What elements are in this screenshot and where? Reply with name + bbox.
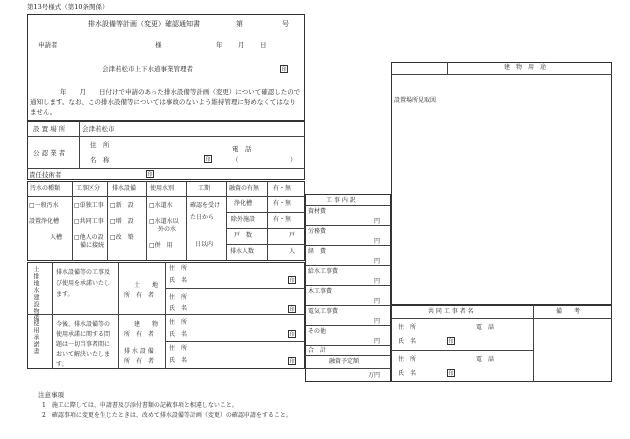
land-seal: 印 <box>289 278 295 284</box>
cost-materials-unit: 円 <box>374 218 381 225</box>
issuer-seal: 印 <box>281 67 287 73</box>
value-exclusion: 有・無 <box>273 216 292 223</box>
phone-paren-close: ） <box>290 156 297 164</box>
building-seal: 印 <box>289 307 295 313</box>
cost-electric: 電気工事費 <box>308 308 339 315</box>
value-households: 戸 <box>289 232 296 239</box>
user-name-label: 氏 名 <box>169 357 188 364</box>
land-address-label: 住 所 <box>169 265 188 272</box>
date-year: 年 <box>216 41 223 49</box>
notice-body-1: 年 月 日付けで申請のあった排水設備等計画（変更）について確認したので <box>60 88 301 96</box>
building-name-label: 氏 名 <box>169 305 188 312</box>
drain-owner-1: 排 水 設 備 <box>124 348 154 355</box>
cost-electric-unit: 円 <box>374 318 381 325</box>
notice-body-2: 通知します。なお、この排水設備等については事故のないよう維持管理に努めなくてはなり <box>30 98 296 106</box>
work-connect-2: 備に接続 <box>80 242 105 249</box>
user-text-5: す。 <box>56 361 68 368</box>
water-other-1: □水道水以 <box>149 218 179 225</box>
joint-header: 共 同 工 事 者 名 <box>428 308 474 315</box>
building-address-label: 住 所 <box>169 294 188 301</box>
cost-expenses: 経 費 <box>308 248 327 255</box>
building-owner-1: 建 物 <box>134 321 159 328</box>
cost-header: 工 事 内 訳 <box>326 197 356 204</box>
joint1-phone-label: 電 話 <box>476 324 495 331</box>
joint1-name-label: 氏 名 <box>398 338 417 345</box>
water-combined: □併 用 <box>149 242 173 249</box>
contractor-address-label: 住 所 <box>90 141 110 149</box>
cost-labor-unit: 円 <box>374 238 381 245</box>
engineer-seal: 印 <box>147 172 153 178</box>
financing-unit: 万円 <box>368 372 381 379</box>
location-value: 会津若松市 <box>82 125 115 133</box>
drain-address-label: 住 所 <box>169 319 188 326</box>
item-households: 戸 数 <box>234 232 253 239</box>
cost-materials: 資材費 <box>308 208 327 215</box>
joint-table <box>391 305 612 382</box>
location-label: 設 置 場 所 <box>33 125 66 133</box>
building-purpose-label: 建 物 用 途 <box>504 64 547 71</box>
number-prefix: 第 <box>236 20 243 28</box>
item-septic: 浄化槽 <box>234 200 253 207</box>
item-exclusion: 除外施設 <box>231 216 256 223</box>
user-text-2: 使用承諾に関する問 <box>56 331 111 338</box>
land-owner-2: 所 有 者 <box>124 292 155 299</box>
drain-owner-2: 所 有 者 <box>124 358 155 365</box>
joint2-address-label: 住 所 <box>398 356 417 363</box>
joint2-seal: 印 <box>448 371 454 377</box>
drainage-add: □増 設 <box>110 218 134 225</box>
honorific: 様 <box>155 41 162 49</box>
header-drainage: 排水設備 <box>112 185 137 192</box>
contractor-name-label: 名 称 <box>90 156 110 164</box>
notes-title: 注意事項 <box>38 391 64 399</box>
header-period: 工期 <box>198 185 211 192</box>
work-single: □単独工事 <box>74 202 104 209</box>
drain-name-label: 氏 名 <box>169 331 188 338</box>
note-1: 1 施工に際しては、申請書及び添付書類の記載事項と相違しないこと。 <box>42 402 238 409</box>
header-wastewater: 汚水の種類 <box>30 185 61 192</box>
owner-text-3: ます。 <box>56 291 74 298</box>
remarks-header: 備 考 <box>556 308 581 315</box>
number-suffix: 号 <box>282 20 289 28</box>
water-other-2: 外の水 <box>158 226 177 233</box>
wastewater-septic: 設置浄化槽 <box>29 218 60 225</box>
note-2: 2 確認事項に変更を生じたときは、改めて排水設備等計画（変更）の確認申請をすること。 <box>42 412 292 419</box>
date-month: 月 <box>238 41 245 49</box>
drain-seal: 印 <box>289 332 295 338</box>
engineer-label: 責任技術者 <box>29 171 62 179</box>
owner-text-2: び使用を承諾いたし <box>56 280 111 287</box>
owner-text-1: 排水設備等の工事及 <box>56 269 111 276</box>
user-seal: 印 <box>289 359 295 365</box>
contractor-seal: 印 <box>205 157 211 163</box>
sketch-label: 設置場所見取図 <box>394 97 437 104</box>
user-text-1: 今後、排水設備等の <box>56 321 111 328</box>
cost-wood-unit: 円 <box>374 298 381 305</box>
work-joint: □共同工事 <box>74 218 104 225</box>
cost-wood: 木工事費 <box>308 288 333 295</box>
joint1-address-label: 住 所 <box>398 324 417 331</box>
financing-label: 融資予定額 <box>329 358 360 365</box>
user-address-label: 住 所 <box>169 345 188 352</box>
joint2-name-label: 氏 名 <box>398 370 417 377</box>
cost-expenses-unit: 円 <box>374 258 381 265</box>
drainage-rebuild: □改 築 <box>110 234 134 241</box>
period-1: 確認を受け <box>190 202 221 209</box>
wastewater-persons: 人槽 <box>50 234 63 241</box>
land-owner-1: 土 地 <box>134 282 159 289</box>
cost-water-unit: 円 <box>374 278 381 285</box>
header-water-use: 使用水別 <box>150 185 175 192</box>
value-persons: 人 <box>289 248 296 255</box>
contractor-label: 公 認 業 者 <box>33 149 66 157</box>
value-septic: 有・無 <box>273 200 292 207</box>
cost-other: その他 <box>308 328 327 335</box>
drainage-new: □新 設 <box>110 202 134 209</box>
period-2: た日から <box>190 214 215 221</box>
joint2-phone-label: 電 話 <box>476 356 495 363</box>
user-text-4: おいて解決いたしま <box>56 351 111 358</box>
item-persons: 排水人数 <box>230 248 255 255</box>
header-financing: 融資の有無 <box>229 185 260 192</box>
site-box <box>27 121 305 180</box>
water-tap: □水道水 <box>149 202 173 209</box>
header-work: 工事区分 <box>76 185 101 192</box>
owner-vertical-label: 土排地水建設物備 <box>32 266 39 322</box>
user-vertical-label: 使用承諾書 <box>32 320 39 355</box>
user-text-3: 題は一切当事者間に <box>56 341 111 348</box>
phone-paren-open: （ <box>232 156 239 164</box>
applicant-label: 申請者 <box>38 41 58 49</box>
work-connect-1: □他人の設 <box>74 234 104 241</box>
cost-other-unit: 円 <box>374 338 381 345</box>
joint1-seal: 印 <box>448 339 454 345</box>
notice-body-3: ません。 <box>30 108 57 116</box>
period-3: 日以内 <box>195 241 214 248</box>
cost-total: 合 計 <box>308 347 327 354</box>
building-owner-2: 所 有 者 <box>124 331 155 338</box>
header-financing-value: 有・無 <box>273 185 292 192</box>
issuer-name: 会津若松市上下水道事業管理者 <box>102 65 193 73</box>
wastewater-general: □一般汚水 <box>29 202 59 209</box>
notice-title: 排水設備等計画（変更）確認通知書 <box>88 20 200 28</box>
contractor-phone-label: 電 話 <box>232 145 252 153</box>
cost-water: 給水工事費 <box>308 268 339 275</box>
form-number: 第13号様式（第10条関係） <box>27 3 109 11</box>
land-name-label: 氏 名 <box>169 277 188 284</box>
cost-labor: 労務費 <box>308 228 327 235</box>
date-day: 日 <box>260 41 267 49</box>
